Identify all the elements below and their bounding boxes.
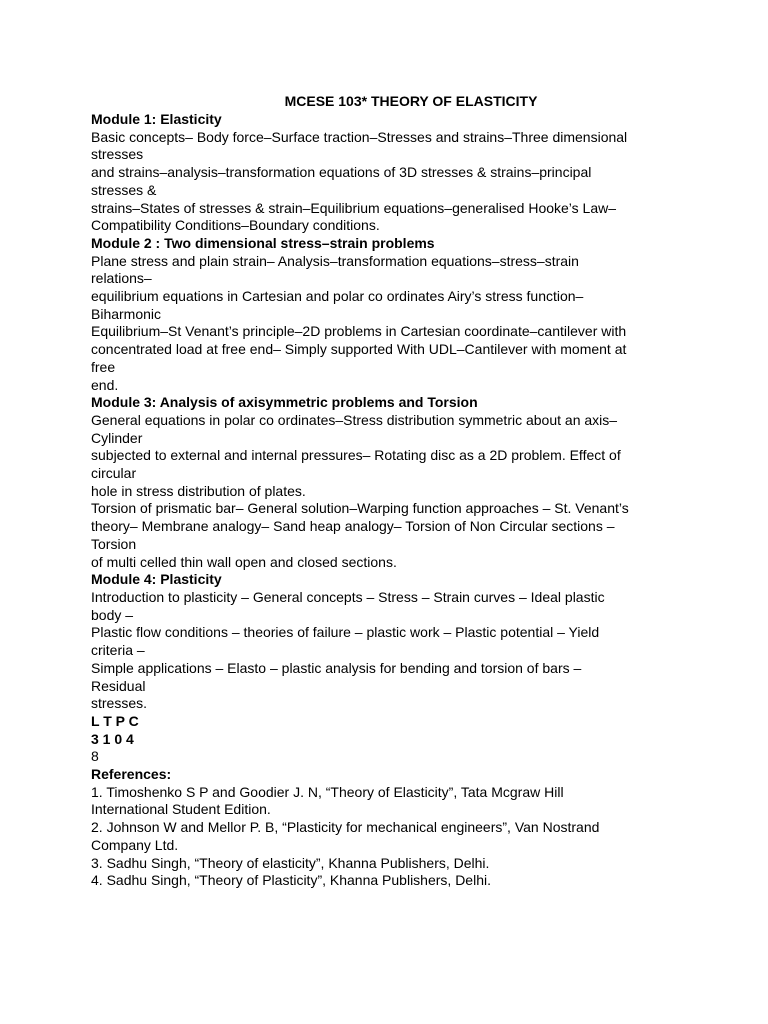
text-line: end. [91,376,119,393]
document-title: MCESE 103* THEORY OF ELASTICITY [284,93,538,109]
text-line: subjected to external and internal pressures– Rotating disc as a 2D problem. Effect of [91,447,621,464]
text-line: Torsion of prismatic bar– General solution–Warping function approaches – St. Venant’s [91,500,629,517]
text-line: of multi celled thin wall open and closed sections. [91,553,397,570]
text-line: and strains–analysis–transformation equations of 3D stresses & strains–principal [91,164,592,181]
section-heading: Module 3: Analysis of axisymmetric problems and Torsion [91,394,478,411]
text-line: 1. Timoshenko S P and Goodier J. N, “Theory of Elasticity”, Tata Mcgraw Hill [91,783,564,800]
text-line: Equilibrium–St Venant’s principle–2D problems in Cartesian coordinate–cantilever with [91,323,627,340]
section-heading: Module 2 : Two dimensional stress–strain problems [91,234,435,251]
text-line: strains–States of stresses & strain–Equilibrium equations–generalised Hooke’s Law– [91,199,617,216]
text-line: stresses. [91,695,148,712]
text-line: Plastic flow conditions – theories of failure – plastic work – Plastic potential – Yield [91,624,600,641]
text-line: Basic concepts– Body force–Surface traction–Stresses and strains–Three dimensional [91,128,628,145]
section-heading: Module 4: Plasticity [91,571,222,588]
text-line: equilibrium equations in Cartesian and polar co ordinates Airy’s stress function– [91,288,584,305]
document-page [91,92,691,890]
text-line: concentrated load at free end– Simply supported With UDL–Cantilever with moment at [91,341,627,358]
section-heading: Module 1: Elasticity [91,111,222,127]
text-line: relations– [91,270,152,287]
text-line: criteria – [91,642,145,659]
text-line: Introduction to plasticity – General concepts – Stress – Strain curves – Ideal plastic [91,588,605,605]
text-line: Simple applications – Elasto – plastic analysis for bending and torsion of bars – [91,659,582,676]
text-line: Cylinder [91,429,143,446]
text-line: Company Ltd. [91,836,179,853]
text-line: 3. Sadhu Singh, “Theory of elasticity”, Khanna Publishers, Delhi. [91,854,490,871]
text-line: Residual [91,677,146,694]
text-line: free [91,358,116,375]
text-line: Torsion [91,535,137,552]
text-line: theory– Membrane analogy– Sand heap analogy– Torsion of Non Circular sections – [91,518,615,535]
text-line: hole in stress distribution of plates. [91,482,306,499]
text-line: Plane stress and plain strain– Analysis–transformation equations–stress–strain [91,252,579,269]
text-line: 4. Sadhu Singh, “Theory of Plasticity”, Khanna Publishers, Delhi. [91,872,491,889]
section-heading: References: [91,766,172,783]
section-heading: 3 1 0 4 [91,730,134,747]
document-body [91,111,691,890]
text-line: 8 [91,748,99,765]
text-line: circular [91,465,137,482]
text-line: stresses [91,146,144,163]
text-line: Compatibility Conditions–Boundary conditions. [91,217,380,234]
text-line: International Student Edition. [91,801,271,818]
text-line: 2. Johnson W and Mellor P. B, “Plasticity for mechanical engineers”, Van Nostrand [91,819,600,836]
text-line: stresses & [91,181,157,198]
section-heading: L T P C [91,712,139,729]
text-line: General equations in polar co ordinates–Stress distribution symmetric about an axis– [91,411,618,428]
text-line: body – [91,606,134,623]
text-line: Biharmonic [91,305,162,322]
